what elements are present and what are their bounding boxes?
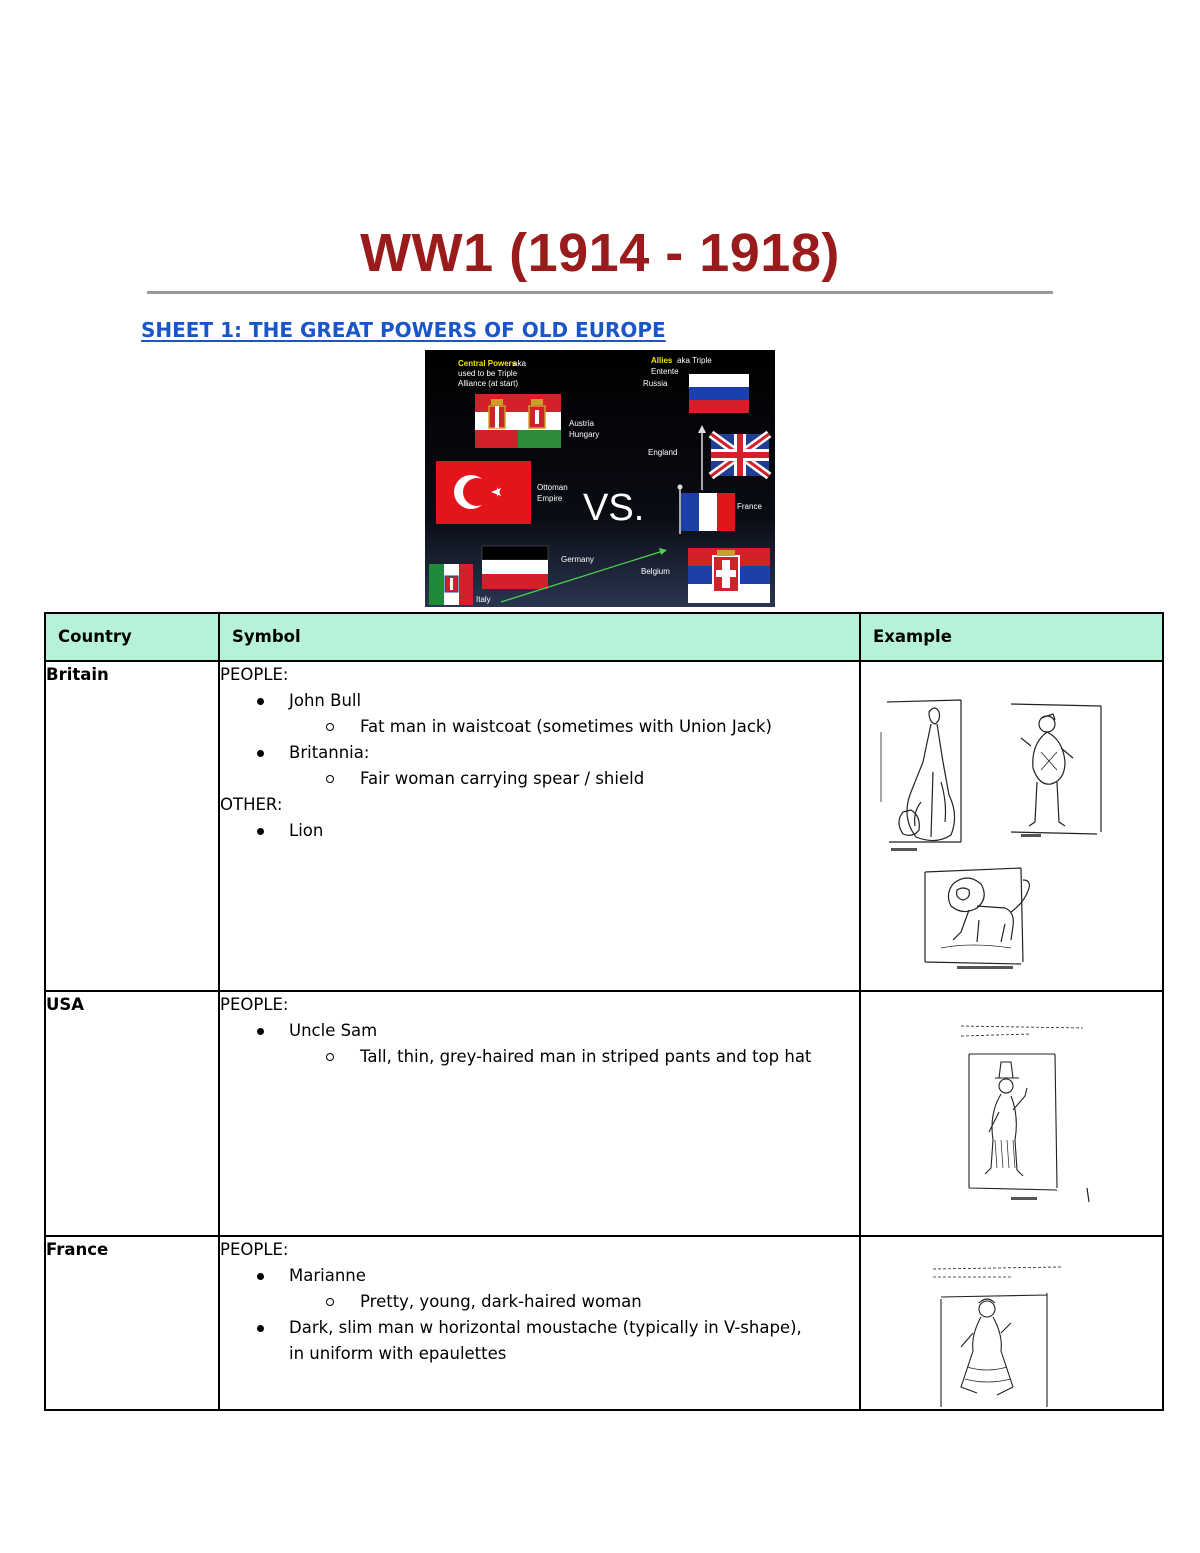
people-label: PEOPLE: <box>220 1240 289 1259</box>
allies-label: Allies <box>651 356 673 365</box>
france-flag <box>681 493 735 531</box>
hungary-label: Hungary <box>569 430 600 439</box>
symbol-cell <box>219 1236 860 1410</box>
russia-label: Russia <box>643 379 668 388</box>
russia-flag <box>689 374 749 413</box>
empire-label: Empire <box>537 494 563 503</box>
marianne-sketch-image <box>861 1237 1161 1407</box>
list-item: Marianne <box>220 1263 859 1289</box>
britain-sketches-image <box>861 662 1161 988</box>
list-item: Britannia: <box>220 740 859 766</box>
italy-label: Italy <box>476 595 491 604</box>
belgium-label: Belgium <box>641 567 670 576</box>
people-label: PEOPLE: <box>220 995 289 1014</box>
list-item-continuation: in uniform with epaulettes <box>289 1344 507 1363</box>
example-cell <box>860 1236 1163 1410</box>
people-label: PEOPLE: <box>220 665 289 684</box>
list-item: Lion <box>220 818 859 844</box>
germany-label: Germany <box>561 555 594 564</box>
austria-label: Austria <box>569 419 594 428</box>
france-label: France <box>737 502 762 511</box>
allies-note-2: Entente <box>651 367 679 376</box>
austria-hungary-flag <box>475 394 561 448</box>
sheet-heading: SHEET 1: THE GREAT POWERS OF OLD EUROPE <box>141 318 666 342</box>
list-subitem: Fat man in waistcoat (sometimes with Union Jack) <box>220 714 859 740</box>
title-divider <box>147 291 1053 294</box>
list-subitem: Pretty, young, dark-haired woman <box>220 1289 859 1315</box>
other-label: OTHER: <box>220 795 283 814</box>
germany-flag <box>482 546 548 589</box>
italy-flag <box>429 564 473 605</box>
header-example: Example <box>860 613 1163 661</box>
central-note-2: used to be Triple <box>458 369 518 378</box>
header-country: Country <box>45 613 219 661</box>
table-row <box>45 991 1163 1236</box>
example-cell <box>860 661 1163 991</box>
central-note-1: aka <box>513 359 526 368</box>
union-jack-flag <box>711 434 769 476</box>
symbol-cell <box>219 991 860 1236</box>
vs-label: VS. <box>583 487 645 529</box>
example-cell <box>860 991 1163 1236</box>
list-subitem: Tall, thin, grey-haired man in striped pants and top hat <box>220 1044 859 1070</box>
list-item: John Bull <box>220 688 859 714</box>
central-powers-label: Central Powers <box>458 359 517 368</box>
list-subitem: Fair woman carrying spear / shield <box>220 766 859 792</box>
uncle-sam-sketch-image <box>861 992 1161 1233</box>
symbol-cell <box>219 661 860 991</box>
list-item: Uncle Sam <box>220 1018 859 1044</box>
page-title: WW1 (1914 - 1918) <box>360 223 840 283</box>
country-cell: Britain <box>45 661 219 991</box>
allies-note-1: aka Triple <box>677 356 712 365</box>
symbols-table <box>44 612 1164 1411</box>
list-item: Dark, slim man w horizontal moustache (typically in V-shape), <box>220 1315 859 1341</box>
header-symbol: Symbol <box>219 613 860 661</box>
country-cell: France <box>45 1236 219 1410</box>
ottoman-flag <box>436 461 531 524</box>
table-header-row <box>45 613 1163 661</box>
ottoman-label: Ottoman <box>537 483 568 492</box>
england-label: England <box>648 448 678 457</box>
central-note-3: Alliance (at start) <box>458 379 519 388</box>
table-row <box>45 661 1163 991</box>
alliance-flags-image <box>425 350 775 607</box>
table-row <box>45 1236 1163 1410</box>
serbia-flag <box>688 548 770 603</box>
country-cell: USA <box>45 991 219 1236</box>
